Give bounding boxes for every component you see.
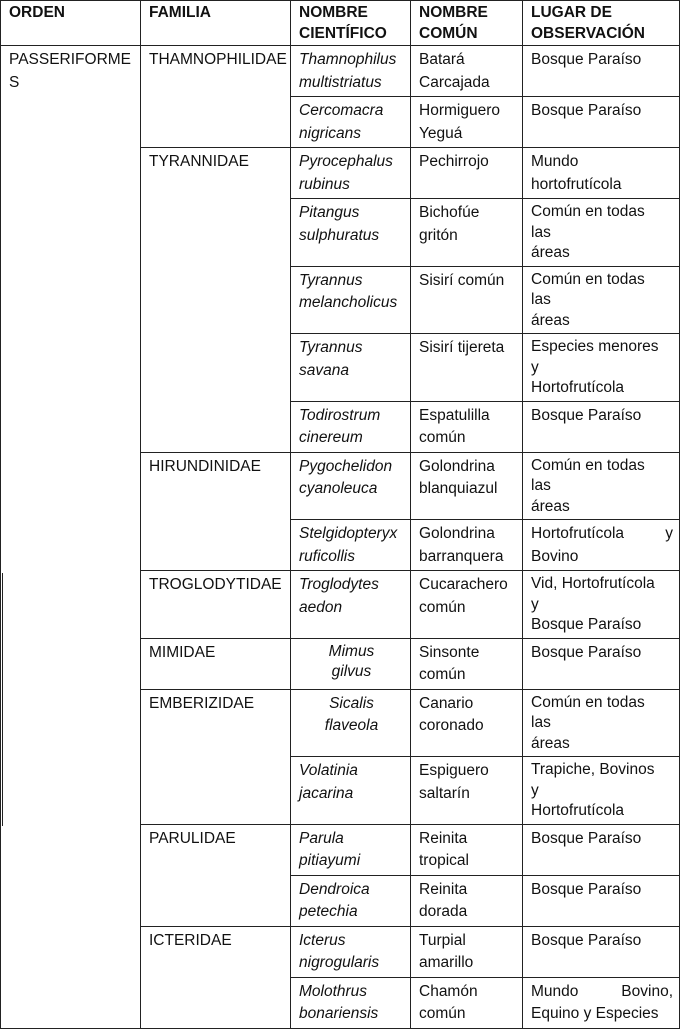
location: Trapiche, Bovinos y Hortofrutícola	[523, 757, 680, 825]
scientific-name: Cercomacra nigricans	[291, 97, 411, 148]
common-name: Reinita dorada	[411, 875, 523, 926]
common-name: Pechirrojo	[411, 148, 523, 199]
scientific-name: Tyrannus melancholicus	[291, 266, 411, 334]
scientific-name: Sicalis flaveola	[291, 689, 411, 757]
common-name: Sisirí común	[411, 266, 523, 334]
header-row	[1, 1, 680, 46]
margin-line	[2, 573, 3, 826]
orden-cell: PASSERIFORMES	[1, 46, 141, 1029]
common-name: Reinita tropical	[411, 824, 523, 875]
location: Común en todas las áreas	[523, 452, 680, 520]
common-name: Turpial amarillo	[411, 926, 523, 977]
scientific-name: Dendroica petechia	[291, 875, 411, 926]
scientific-name: Pitangus sulphuratus	[291, 199, 411, 267]
common-name: Hormiguero Yeguá	[411, 97, 523, 148]
location: Bosque Paraíso	[523, 401, 680, 452]
location: Común en todas las áreas	[523, 199, 680, 267]
scientific-name: Troglodytes aedon	[291, 571, 411, 639]
location: Vid, Hortofrutícola y Bosque Paraíso	[523, 571, 680, 639]
family-cell: MIMIDAE	[141, 638, 291, 689]
family-cell: HIRUNDINIDAE	[141, 452, 291, 571]
common-name: Chamón común	[411, 977, 523, 1028]
family-cell: ICTERIDAE	[141, 926, 291, 1028]
scientific-name: Molothrus bonariensis	[291, 977, 411, 1028]
table-row	[1, 46, 680, 97]
common-name: Sisirí tijereta	[411, 334, 523, 402]
location: Bosque Paraíso	[523, 97, 680, 148]
common-name: Sinsonte común	[411, 638, 523, 689]
scientific-name: Pyrocephalus rubinus	[291, 148, 411, 199]
location: Bosque Paraíso	[523, 875, 680, 926]
header-lugar: LUGAR DE OBSERVACIÓN	[523, 1, 680, 46]
common-name: Canario coronado	[411, 689, 523, 757]
family-cell: TYRANNIDAE	[141, 148, 291, 453]
common-name: Batará Carcajada	[411, 46, 523, 97]
header-nombre-cientifico: NOMBRE CIENTÍFICO	[291, 1, 411, 46]
location: Bosque Paraíso	[523, 638, 680, 689]
scientific-name: Icterus nigrogularis	[291, 926, 411, 977]
scientific-name: Thamnophilus multistriatus	[291, 46, 411, 97]
header-nombre-comun: NOMBRE COMÚN	[411, 1, 523, 46]
common-name: Bichofúe gritón	[411, 199, 523, 267]
location: Especies menores y Hortofrutícola	[523, 334, 680, 402]
location: Mundo Bovino, Equino y Especies	[523, 977, 680, 1028]
scientific-name: Mimus gilvus	[291, 638, 411, 689]
location: Común en todas las áreas	[523, 689, 680, 757]
scientific-name: Tyrannus savana	[291, 334, 411, 402]
location: Hortofrutícola y Bovino	[523, 520, 680, 571]
family-cell: PARULIDAE	[141, 824, 291, 926]
location: Bosque Paraíso	[523, 926, 680, 977]
family-cell: EMBERIZIDAE	[141, 689, 291, 824]
common-name: Golondrina barranquera	[411, 520, 523, 571]
common-name: Espiguero saltarín	[411, 757, 523, 825]
common-name: Golondrina blanquiazul	[411, 452, 523, 520]
location: Bosque Paraíso	[523, 46, 680, 97]
common-name: Espatulilla común	[411, 401, 523, 452]
header-orden: ORDEN	[1, 1, 141, 46]
family-cell: TROGLODYTIDAE	[141, 571, 291, 639]
scientific-name: Stelgidopteryx ruficollis	[291, 520, 411, 571]
location: Mundo hortofrutícola	[523, 148, 680, 199]
scientific-name: Pygochelidon cyanoleuca	[291, 452, 411, 520]
scientific-name: Todirostrum cinereum	[291, 401, 411, 452]
location: Bosque Paraíso	[523, 824, 680, 875]
location: Común en todas las áreas	[523, 266, 680, 334]
scientific-name: Parula pitiayumi	[291, 824, 411, 875]
family-cell: THAMNOPHILIDAE	[141, 46, 291, 148]
common-name: Cucarachero común	[411, 571, 523, 639]
header-familia: FAMILIA	[141, 1, 291, 46]
scientific-name: Volatinia jacarina	[291, 757, 411, 825]
